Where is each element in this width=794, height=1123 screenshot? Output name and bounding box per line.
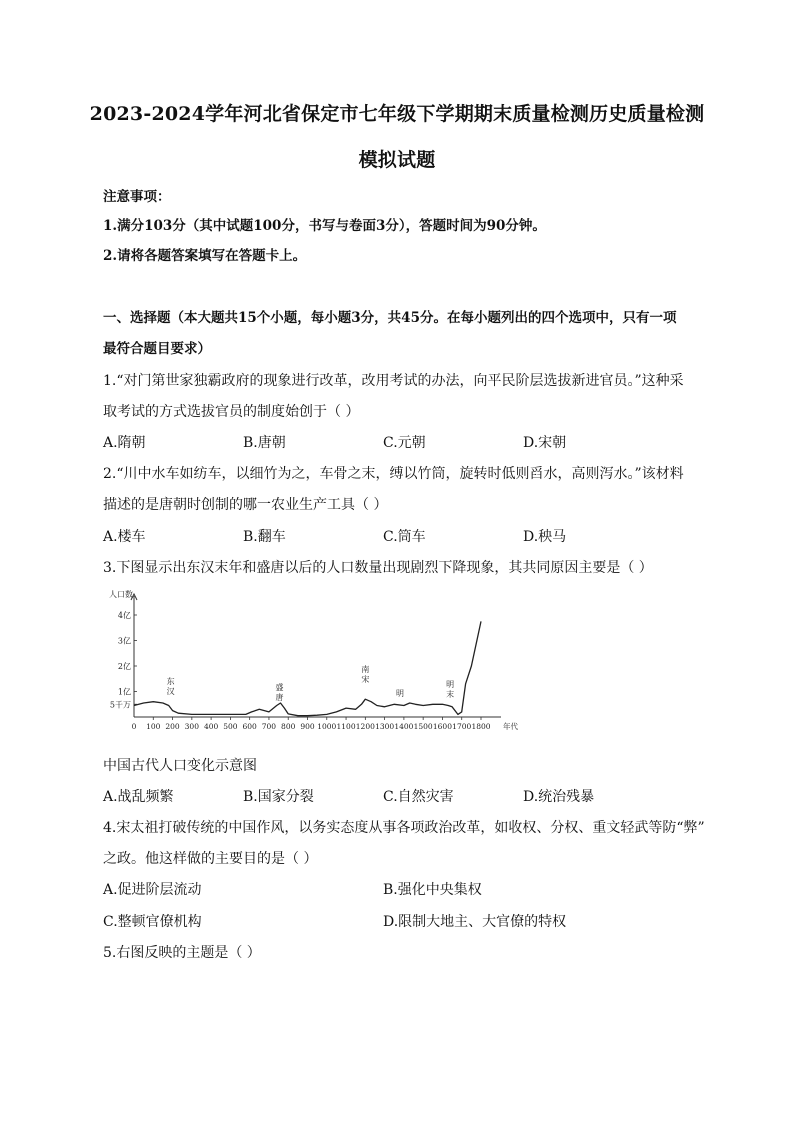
notice-item-2: 2.请将各题答案填写在答题卡上。 [103,248,307,264]
y-tick-label: 1亿 [117,687,131,697]
era-annotation: 东 [166,677,175,686]
population-line [134,621,481,715]
x-tick-label: 400 [203,722,219,731]
q2-option-a: A.楼车 [103,529,146,545]
era-annotation: 宋 [361,675,370,684]
y-axis-label: 人口数 [109,590,133,599]
x-tick-label: 1800 [471,722,491,731]
era-annotation: 明 [446,680,455,689]
notice-heading: 注意事项： [103,189,171,205]
title-line-2: 模拟试题 [358,149,436,171]
population-chart-svg [103,586,523,744]
x-tick-label: 700 [261,722,277,731]
q4-option-a: A.促进阶层流动 [103,882,202,898]
q2-option-c: C.筒车 [383,529,426,545]
era-annotation: 汉 [166,687,175,696]
section-heading-line-2: 最符合题目要求） [103,341,211,357]
q1-stem-line-2: 取考试的方式选拔官员的制度始创于（ ） [103,404,360,420]
x-tick-label: 1600 [432,722,452,731]
x-tick-label: 1300 [375,722,395,731]
q4-stem-line-1: 4.宋太祖打破传统的中国作风，以务实态度从事各项政治改革，如收权、分权、重文轻武等防“弊” [103,820,705,836]
x-tick-label: 1700 [452,722,472,731]
era-annotation: 末 [446,690,455,699]
q4-option-d: D.限制大地主、大官僚的特权 [383,914,567,930]
x-tick-label: 200 [165,722,180,731]
q3-option-a: A.战乱频繁 [103,789,174,805]
q1-option-a: A.隋朝 [103,435,146,451]
q2-stem-line-2: 描述的是唐朝时创制的哪一农业生产工具（ ） [103,497,388,513]
population-chart [103,586,523,744]
q1-stem-line-1: 1.“对门第世家独霸政府的现象进行改革，改用考试的办法，向平民阶层选拔新进官员。”这种采 [103,373,684,389]
q4-option-b: B.强化中央集权 [383,882,482,898]
y-tick-label: 4亿 [117,611,131,620]
x-tick-label: 100 [146,722,161,731]
q3-option-d: D.统治残暴 [523,789,595,805]
q1-option-c: C.元朝 [383,435,426,451]
era-annotation: 明 [396,689,405,698]
x-tick-label: 900 [300,722,315,731]
era-annotation: 唐 [275,693,284,702]
x-tick-label: 500 [223,722,238,731]
notice-item-1: 1.满分103分（其中试题100分，书写与卷面3分），答题时间为90分钟。 [103,218,546,234]
y-tick-label: 2亿 [117,662,131,671]
x-tick-label: 1200 [355,722,375,731]
q1-option-b: B.唐朝 [243,435,286,451]
q1-option-d: D.宋朝 [523,435,567,451]
x-tick-label: 300 [184,722,199,731]
x-tick-label: 800 [281,722,296,731]
x-tick-label: 1100 [336,722,356,731]
y-tick-label: 5千万 [109,700,131,710]
q4-option-c: C.整顿官僚机构 [103,914,202,930]
y-tick-label: 3亿 [117,636,131,646]
x-tick-label: 1400 [394,722,414,731]
x-tick-label: 1500 [413,722,433,731]
x-axis-label: 年代 [503,722,518,731]
q3-chart-caption: 中国古代人口变化示意图 [103,758,257,774]
x-tick-label: 600 [242,722,257,731]
q3-option-c: C.自然灾害 [383,789,454,805]
q2-stem-line-1: 2.“川中水车如纺车，以细竹为之，车骨之末，缚以竹筒，旋转时低则舀水，高则泻水。”该材料 [103,466,684,482]
title-line-1: 2023-2024学年河北省保定市七年级下学期期末质量检测历史质量检测 [89,103,705,125]
q4-stem-line-2: 之政。他这样做的主要目的是（ ） [103,851,318,867]
era-annotation: 盛 [275,683,284,692]
q2-option-b: B.翻车 [243,529,286,545]
x-tick-label: 1000 [317,722,337,731]
q2-option-d: D.秧马 [523,529,567,545]
q3-stem-line-1: 3.下图显示出东汉末年和盛唐以后的人口数量出现剧烈下降现象，其共同原因主要是（ ） [103,560,653,576]
q5-stem-line-1: 5.右图反映的主题是（ ） [103,945,261,961]
section-heading-line-1: 一、选择题（本大题共15个小题，每小题3分，共45分。在每小题列出的四个选项中，只有一项 [103,310,677,326]
origin-label: 0 [131,722,137,731]
q3-option-b: B.国家分裂 [243,789,314,805]
era-annotation: 南 [361,665,370,674]
